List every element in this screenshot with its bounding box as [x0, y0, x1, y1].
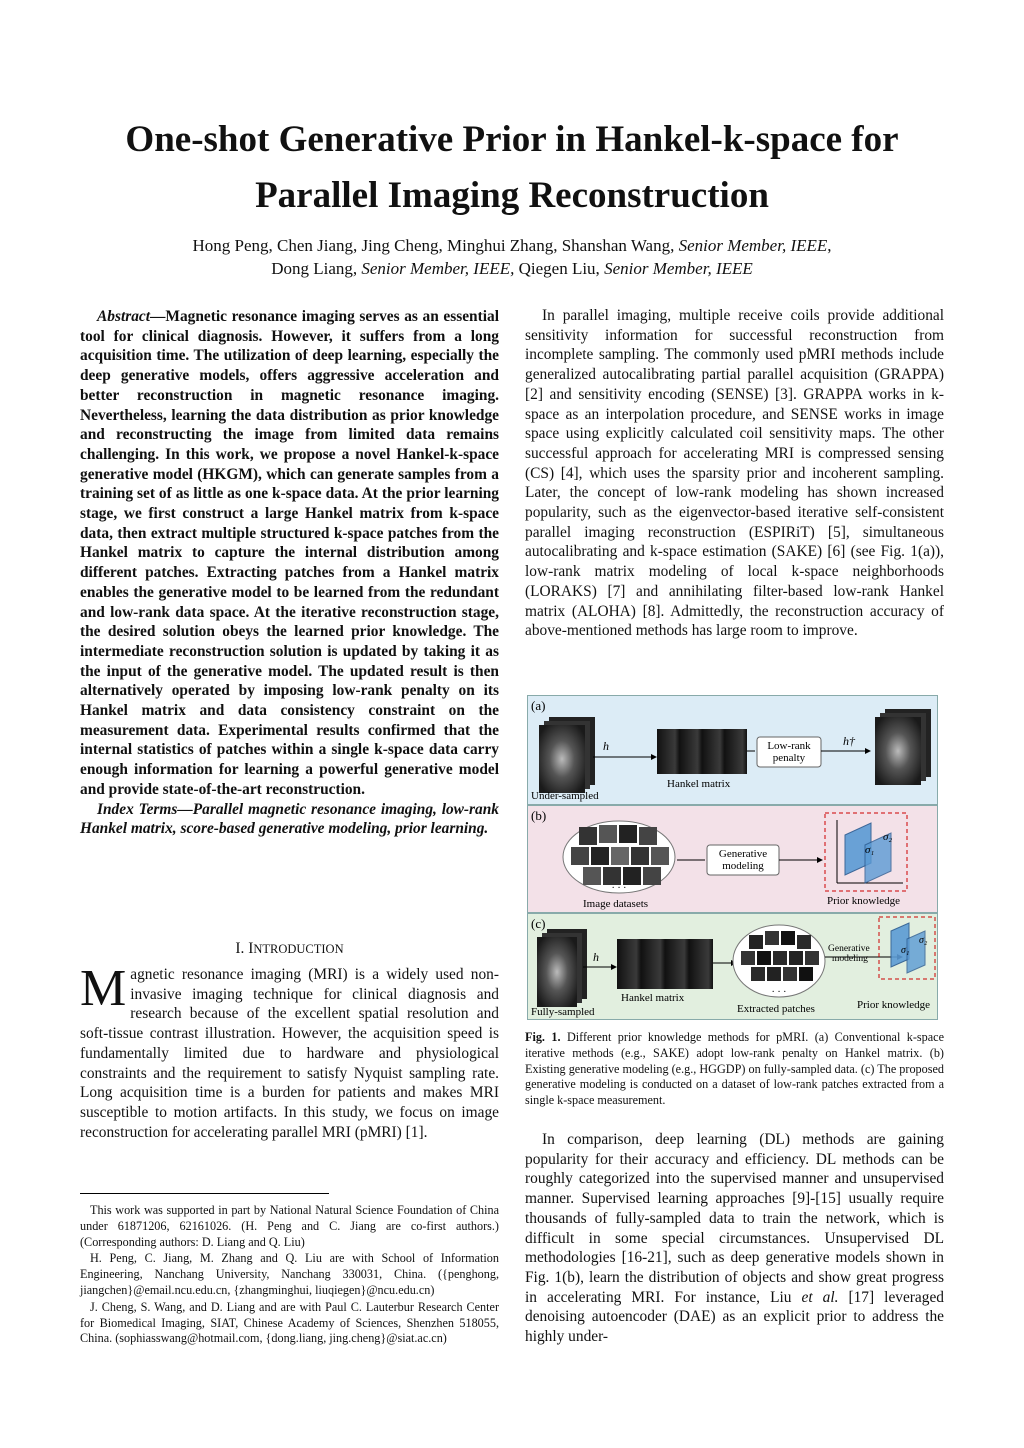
intro-paragraph [80, 960, 499, 1142]
title-line-2: Parallel Imaging Reconstruction [255, 175, 769, 216]
panel-b-label: (b) [531, 808, 547, 823]
section-heading-introduction [80, 940, 499, 958]
author-line-1 [80, 234, 944, 257]
intro-text: agnetic resonance imaging (MRI) is a widely used non-invasive imaging technique for clinical diagnosis and research because of the excellent spatial resolution and soft-tissue contrast illustration. However, the acquisition speed is fundamentally limited due to hardware and physiological constraints and the requirement to satisfy Nyquist sampling rate. Long acquisition time is a burden for patients and makes MRI susceptible to motion artifacts. In this study, we focus on image reconstruction for accelerating parallel MRI (pMRI) [1]. [80, 966, 499, 1141]
paper-title [80, 112, 944, 224]
abstract-label: Abstract [97, 308, 151, 325]
fully-sampled-stack [537, 929, 587, 1007]
footnotes [80, 1203, 499, 1348]
hankel-label-a: Hankel matrix [667, 778, 731, 790]
dataset-ellipsis: · · · [611, 883, 627, 894]
title-line-1: One-shot Generative Prior in Hankel-k-space for [125, 119, 899, 160]
under-sampled-stack [539, 717, 595, 793]
abstract-paragraph [80, 307, 499, 800]
abstract-text: —Magnetic resonance imaging serves as an essential tool for clinical diagnosis. However, it suffers from a long acquisition time. The utilization of deep learning, especially the deep generative models, offers aggressive acceleration and better reconstruction in magnetic resonance imaging. Nevertheless, learning the data distribution as prior knowledge and reconstructing the image from limited data remains challenging. In this work, we propose a novel Hankel-k-space generative model (HKGM), which can generate samples from a training set of as little as one k-space data. At the prior learning stage, we first construct a large Hankel matrix from k-space data, then extract multiple structured k-space patches from the Hankel matrix to capture the internal distribution among different patches. Extracting patches from a Hankel matrix enables the generative model to be learned from the redundant and low-rank data space. At the iterative reconstruction stage, the desired solution obeys the learned prior knowledge. The intermediate reconstruction solution is updated by taking it as the input of the generative model. The updated result is then alternatively operated by imposing low-rank penalty on its Hankel matrix and data consistency constraint on the measurement data. Experimental results confirmed that the internal statistics of patches within a single k-space data carry enough information for learning a powerful generative model and provide state-of-the-art reconstruction. [80, 308, 499, 798]
author-comma: , [827, 236, 832, 255]
author-names-2: Dong Liang, [271, 259, 362, 278]
panel-c-label: (c) [531, 916, 546, 931]
hankel-matrix-a [657, 729, 747, 774]
et-al: et al. [801, 1288, 839, 1306]
section-number: I. [235, 940, 249, 957]
author-names-3: Qiegen Liu, [514, 259, 605, 278]
footnote-affiliation-ncu: H. Peng, C. Jiang, M. Zhang and Q. Liu are with School of Information Engineering, Nanchang University, Nanchang 330031, China. ({penghong, jiangchen}@email.ncu.edu.cn, {zhangminghui, liuqiegen}@ncu.edu.cn) [80, 1251, 499, 1297]
section-title-initial: I [248, 940, 254, 957]
author-line-2 [80, 257, 944, 280]
author-role: Senior Member, IEEE, [361, 259, 515, 278]
footnote-affiliation-siat: J. Cheng, S. Wang, and D. Liang and are with Paul C. Lauterbur Research Center for Biomedical Imaging, SIAT, Chinese Academy of Sciences, Shenzhen 518055, China. (sophiasswang@hotmail.com, {dong.liang, jing.cheng}@siat.ac.cn) [80, 1299, 499, 1346]
low-rank-line-1: Low-rank [767, 740, 811, 752]
generative-line-2-c: modeling [832, 954, 868, 964]
hankel-matrix-c [617, 939, 713, 989]
h-label-c: h [593, 950, 599, 964]
sigma-2-b: σ₂ [883, 831, 893, 843]
sigma-1-c: σ₁ [901, 945, 910, 956]
author-names-1: Hong Peng, Chen Jiang, Jing Cheng, Minghui Zhang, Shanshan Wang, [192, 236, 679, 255]
h-label-a: h [603, 739, 609, 753]
caption-text: Different prior knowledge methods for pMRI. (a) Conventional k-space iterative methods (e.g., SAKE) adopt low-rank penalty on Hankel matrix. (b) Existing generative modeling (e.g., HGGDP) on fully-sampled data. (c) The proposed generative modeling is conducted on a dataset of low-rank patches extracted from a single k-space measurement. [525, 1030, 944, 1108]
section-title-rest: NTRODUCTION [253, 942, 344, 956]
sigma-2-c: σ₂ [919, 935, 928, 946]
caption-label: Fig. 1. [525, 1030, 561, 1044]
extracted-patches-label: Extracted patches [737, 1003, 815, 1015]
right-column-text-1 [525, 306, 944, 641]
deep-learning-paragraph [525, 1130, 944, 1347]
author-role: Senior Member, IEEE [604, 259, 753, 278]
footnote-divider [80, 1193, 329, 1194]
under-sampled-label: Under-sampled [531, 790, 599, 802]
index-terms: Index Terms—Parallel magnetic resonance imaging, low-rank Hankel matrix, score-based generative modeling, prior learning. [80, 800, 499, 838]
generative-line-1-c: Generative [828, 944, 870, 954]
figure-1 [527, 695, 938, 1020]
author-list [80, 234, 944, 280]
panel-a-label: (a) [531, 698, 546, 713]
fully-sampled-label: Fully-sampled [531, 1006, 595, 1018]
h-dagger-label: h† [843, 734, 855, 748]
image-datasets-collage [563, 821, 675, 894]
sigma-1-b: σ₁ [865, 844, 875, 856]
generative-line-1-b: Generative [718, 848, 768, 860]
prior-knowledge-label-c: Prior knowledge [857, 999, 931, 1011]
abstract [80, 307, 499, 839]
hankel-label-c: Hankel matrix [621, 992, 685, 1004]
figure-1-diagram [527, 695, 938, 1020]
dl-text-a: In comparison, deep learning (DL) methods are gaining popularity for their accuracy and efficiency. DL methods can be roughly categorized into the supervised manner and unsupervised manner. Supervised learning approaches [9]-[15] usually require thousands of fully-sampled data to train the network, which is difficult in some special circumstances. Unsupervised DL methodologies [16-21], such as deep generative models shown in Fig. 1(b), learn the distribution of objects and show great progress in accelerating MRI. For instance, Liu [525, 1131, 944, 1306]
patches-ellipsis: · · · [771, 987, 787, 998]
dl-text-b: [17] leveraged denoising autoencoder (DAE) as an explicit prior to address the highly under- [525, 1288, 944, 1346]
prior-knowledge-label-b: Prior knowledge [827, 895, 901, 907]
author-role: Senior Member, IEEE [678, 236, 828, 255]
footnote-funding: This work was supported in part by National Natural Science Foundation of China under 61871206, 62161026. (H. Peng and C. Jiang are co-first authors.) (Corresponding authors: D. Liang and Q. Liu) [80, 1203, 499, 1249]
reconstruction-stack [875, 709, 931, 785]
extracted-patches-cloud [733, 925, 825, 998]
drop-cap: M [80, 960, 127, 1017]
introduction-body [80, 960, 499, 1142]
right-column-text-2 [525, 1130, 944, 1347]
image-datasets-label: Image datasets [583, 898, 649, 910]
parallel-imaging-paragraph: In parallel imaging, multiple receive coils provide additional sensitivity information for successful reconstruction from incomplete sampling. The commonly used pMRI methods include generalized autocalibrating partial parallel acquisition (GRAPPA) [2] and sensitivity encoding (SENSE) [3]. GRAPPA works in k-space as an interpolation procedure, and SENSE works in image space using explicitly calculated coil sensitivity maps. The other successful approach for accelerating MRI is compressed sensing (CS) [4], which uses the sparsity prior and incoherent sampling. Later, the concept of low-rank modeling has shown increased popularity, such as the eigenvector-based iterative self-consistent parallel imaging reconstruction (ESPIRiT) [5], simultaneous autocalibrating and k-space estimation (SAKE) [6] (see Fig. 1(a)), low-rank matrix modeling of local k-space neighborhoods (LORAKS) [7] and annihilating filter-based low-rank Hankel matrix (ALOHA) [8]. Admittedly, the reconstruction accuracy of above-mentioned methods has large room to improve. [525, 307, 944, 640]
generative-line-2-b: modeling [722, 860, 764, 872]
low-rank-line-2: penalty [772, 752, 806, 764]
figure-1-caption [525, 1030, 944, 1109]
